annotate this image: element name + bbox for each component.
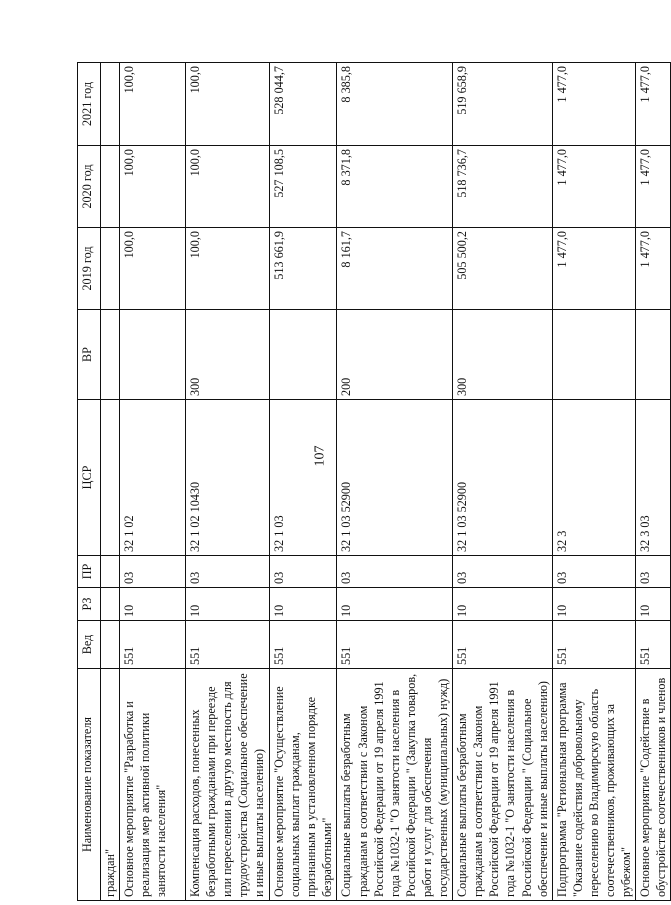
cell-2019: 1 477,0 <box>552 228 635 310</box>
cell-2019: 505 500,2 <box>453 228 553 310</box>
cell-2020: 518 736,7 <box>453 146 553 228</box>
cell-pr: 03 <box>186 556 270 588</box>
table-rotated <box>77 63 669 901</box>
table-row <box>636 63 671 901</box>
cell-name: Основное мероприятие "Содействие в обустройстве соотечественников и членов <box>636 669 671 901</box>
header-ved: Вед <box>78 621 101 669</box>
cell-rz: 10 <box>636 588 671 621</box>
cell-pr: 03 <box>120 556 186 588</box>
cell-rz: 10 <box>120 588 186 621</box>
cell-name: Социальные выплаты безработным гражданам в соответствии с Законом Российской Федерации от 19 апреля 1991 года №1032-1 "О занятости населения в Российской Федерации " (Социальное обеспечение и иные выплаты населению) <box>453 669 553 901</box>
table-row <box>337 63 453 901</box>
table-row <box>120 63 186 901</box>
cell-pr: 03 <box>453 556 553 588</box>
cell-2019: 8 161,7 <box>337 228 453 310</box>
cell-2021: 8 385,8 <box>337 63 453 146</box>
header-pr: ПР <box>78 556 101 588</box>
header-2021: 2021 год <box>78 63 101 146</box>
header-row <box>78 63 101 901</box>
cell-2020: 100,0 <box>186 146 270 228</box>
cell-name: Подпрограмма "Региональная программа "Оказание содействия добровольному переселению во Владимирскую область соотечественников, проживающих за рубежом" <box>552 669 635 901</box>
cell-csr: 32 1 02 10430 <box>186 400 270 556</box>
table-rotation-frame <box>77 63 669 901</box>
cell-name: Социальные выплаты безработным гражданам в соответствии с Законом Российской Федерации от 19 апреля 1991 года №1032-1 "О занятости населения в Российской Федерации " (Закупка товаров, работ и услуг для обеспечения государственных (муниципальных) нужд) <box>337 669 453 901</box>
cell-vr <box>636 310 671 400</box>
cell-vr: 300 <box>186 310 270 400</box>
header-name: Наименование показателя <box>78 669 101 901</box>
cell-2021: 1 477,0 <box>552 63 635 146</box>
cell-2021: 528 044,7 <box>270 63 337 146</box>
cell-2021: 100,0 <box>120 63 186 146</box>
cell-vr <box>120 310 186 400</box>
cell-2019: 513 661,9 <box>270 228 337 310</box>
page-number: 107 <box>312 445 327 467</box>
cell-2019: 100,0 <box>186 228 270 310</box>
cell-name: Компенсация расходов, понесенных безработными гражданами при переезде или переселении в другую местность для трудоустройства (Социальное обеспечение и иные выплаты населению) <box>186 669 270 901</box>
cell-vr: 300 <box>453 310 553 400</box>
table-row <box>552 63 635 901</box>
cell-vr: 200 <box>337 310 453 400</box>
cell-ved: 551 <box>186 621 270 669</box>
cell-2019: 100,0 <box>120 228 186 310</box>
table-row <box>270 63 337 901</box>
table-row-continuation <box>101 63 120 901</box>
cell-ved: 551 <box>453 621 553 669</box>
header-rz: РЗ <box>78 588 101 621</box>
cell-csr: 32 3 <box>552 400 635 556</box>
cell-name: Основное мероприятие "Осуществление социальных выплат гражданам, признанным в установленном порядке безработными" <box>270 669 337 901</box>
cell-2021: 100,0 <box>186 63 270 146</box>
continuation-text: граждан" <box>101 669 120 901</box>
cell-rz: 10 <box>270 588 337 621</box>
cell-pr: 03 <box>337 556 453 588</box>
cell-csr: 32 1 03 52900 <box>337 400 453 556</box>
cell-rz: 10 <box>552 588 635 621</box>
cell-2019: 1 477,0 <box>636 228 671 310</box>
cell-csr: 32 1 02 <box>120 400 186 556</box>
table-row <box>186 63 270 901</box>
cell-pr: 03 <box>270 556 337 588</box>
cell-ved: 551 <box>636 621 671 669</box>
cell-vr <box>552 310 635 400</box>
cell-csr: 32 3 03 <box>636 400 671 556</box>
cell-csr: 32 1 03 52900 <box>453 400 553 556</box>
cell-2020: 1 477,0 <box>552 146 635 228</box>
table-row <box>453 63 553 901</box>
cell-vr <box>270 310 337 400</box>
cell-2020: 8 371,8 <box>337 146 453 228</box>
cell-2020: 100,0 <box>120 146 186 228</box>
cell-ved: 551 <box>552 621 635 669</box>
cell-rz: 10 <box>186 588 270 621</box>
cell-ved: 551 <box>270 621 337 669</box>
cell-rz: 10 <box>453 588 553 621</box>
header-vr: ВР <box>78 310 101 400</box>
header-2019: 2019 год <box>78 228 101 310</box>
cell-2020: 1 477,0 <box>636 146 671 228</box>
cell-2020: 527 108,5 <box>270 146 337 228</box>
cell-2021: 1 477,0 <box>636 63 671 146</box>
header-2020: 2020 год <box>78 146 101 228</box>
budget-table <box>77 62 671 901</box>
cell-csr: 32 1 03 <box>270 400 337 556</box>
cell-ved: 551 <box>337 621 453 669</box>
cell-rz: 10 <box>337 588 453 621</box>
cell-2021: 519 658,9 <box>453 63 553 146</box>
cell-pr: 03 <box>552 556 635 588</box>
header-csr: ЦСР <box>78 400 101 556</box>
cell-pr: 03 <box>636 556 671 588</box>
cell-ved: 551 <box>120 621 186 669</box>
cell-name: Основное мероприятие "Разработка и реализация мер активной политики занятости населения" <box>120 669 186 901</box>
